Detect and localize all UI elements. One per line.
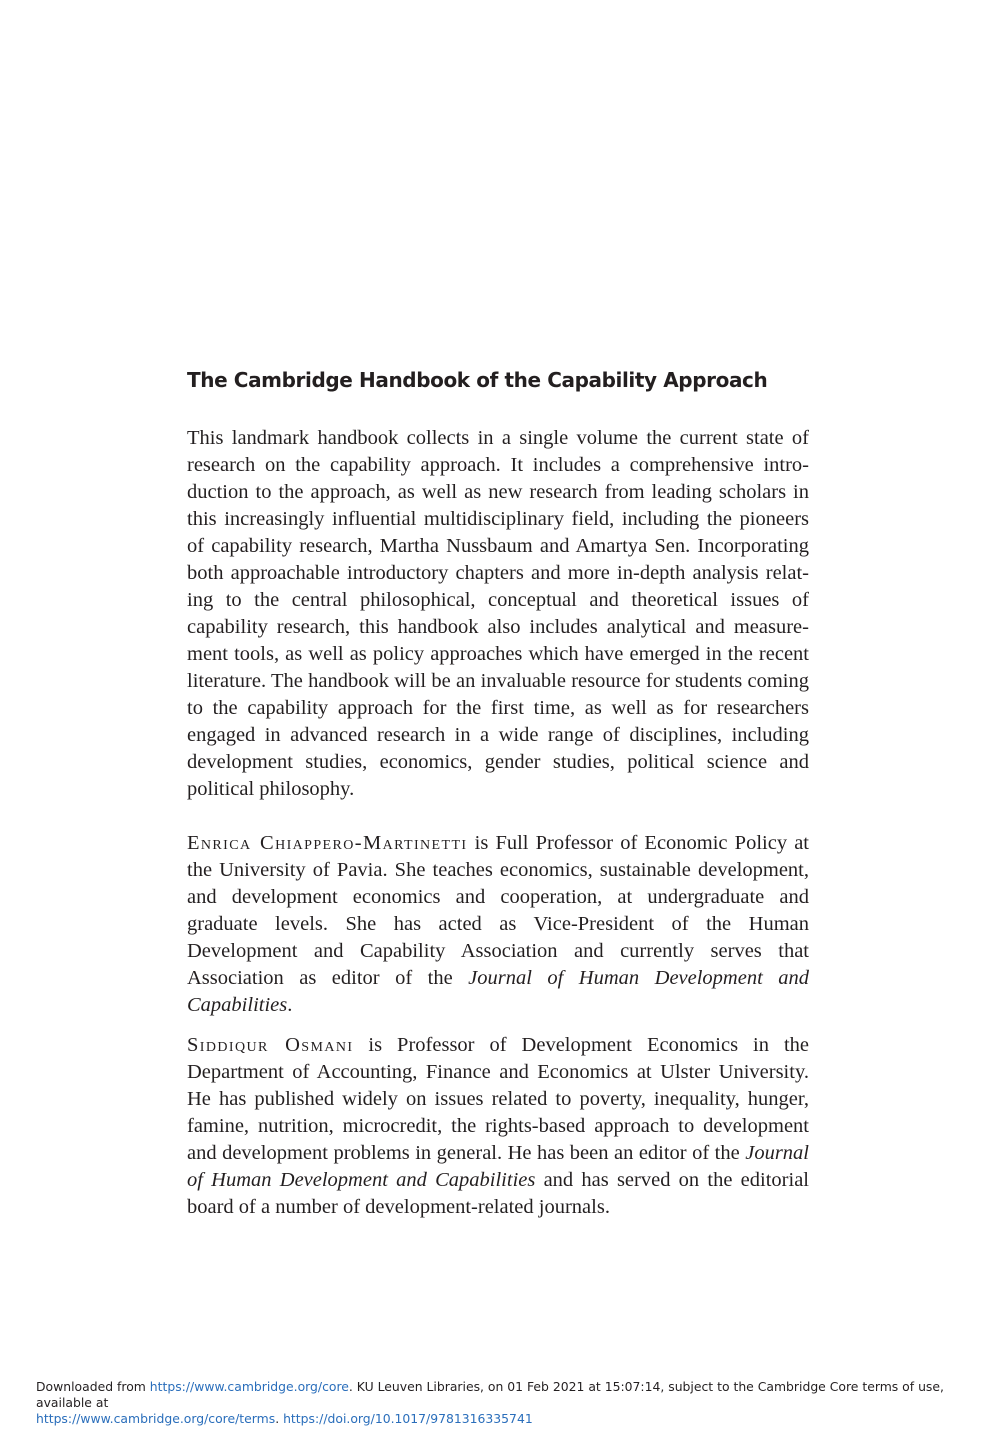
journal-title: Journal of Human Development and Capabilities: [187, 1142, 809, 1191]
editor-bio: [187, 1032, 809, 1221]
footer-separator: .: [275, 1411, 284, 1426]
editor-bio-text: is Full Professor of Economic Policy at the University of Pavia. She teaches economics, sustainable development, and development economics and cooperation, at undergraduate and graduate levels. She has acted as Vice-President of the Human Development and Capability Association and currently serves that Association as editor of the: [187, 832, 810, 989]
editor-bio-end: .: [287, 994, 293, 1016]
download-footer: [36, 1379, 986, 1427]
terms-link[interactable]: https://www.cambridge.org/core/terms: [36, 1411, 276, 1426]
book-title: The Cambridge Handbook of the Capability Approach: [187, 368, 768, 392]
editor-bio-end: and has served on the editorial board of a number of development-related journals.: [187, 1169, 809, 1218]
footer-prefix: Downloaded from: [36, 1379, 150, 1394]
editor-name: Siddiqur Osmani: [187, 1034, 354, 1056]
footer-middle: . KU Leuven Libraries, on 01 Feb 2021 at 15:07:14, subject to the Cambridge Core terms of use, available at: [36, 1379, 944, 1410]
doi-link[interactable]: https://doi.org/10.1017/9781316335741: [283, 1411, 533, 1426]
editor-bio-text: is Professor of Development Economics in the Department of Accounting, Finance and Economics at Ulster University. He has published widely on issues related to poverty, inequality, hunger, famine, nutrition, microcredit, the rights-based approach to development and development problems in general. He has been an editor of the: [187, 1034, 810, 1164]
book-description: This landmark handbook collects in a single volume the current state of research on the capability approach. It includes a comprehensive introduction to the approach, as well as new research from leading scholars in this increasingly influential multidisciplinary field, including the pioneers of capability research, Martha Nussbaum and Amartya Sen. Incorporating both approachable introductory chapters and more in-depth analysis relating to the central philosophical, conceptual and theoretical issues of capability research, this handbook also includes analytical and measurement tools, as well as policy approaches which have emerged in the recent literature. The handbook will be an invaluable resource for students coming to the capability approach for the first time, as well as for researchers engaged in advanced research in a wide range of disciplines, including development studies, economics, gender studies, political science and political philosophy.: [187, 427, 809, 800]
editor-name: Enrica Chiappero-Martinetti: [187, 832, 468, 854]
journal-title: Journal of Human Development and Capabilities: [187, 967, 809, 1016]
editor-bio: [187, 830, 809, 1019]
cambridge-core-link[interactable]: https://www.cambridge.org/core: [149, 1379, 349, 1394]
